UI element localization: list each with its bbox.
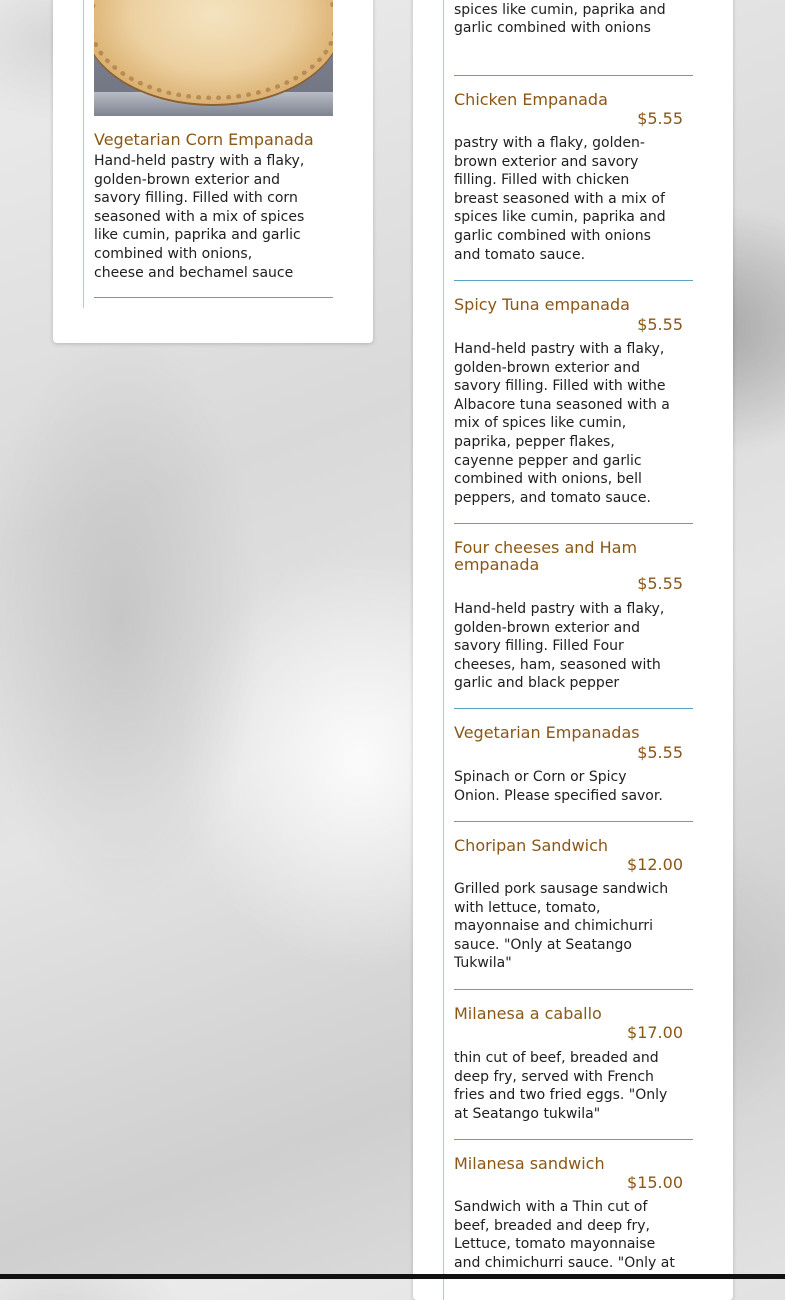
card-accent-line — [83, 0, 84, 308]
menu-item-description: Spinach or Corn or Spicy Onion. Please specified savor. — [454, 769, 663, 804]
bottom-edge-bar — [0, 1274, 785, 1279]
menu-item-separator — [454, 989, 693, 990]
empanada-photo — [94, 0, 333, 116]
menu-card-right — [413, 0, 733, 1300]
menu-item-separator — [454, 708, 693, 709]
menu-item-title: Four cheeses and Ham empanada — [454, 538, 638, 574]
menu-item-price: $17.00 — [627, 1023, 683, 1042]
menu-item-title: Chicken Empanada — [454, 90, 608, 109]
menu-item-price: $5.55 — [637, 315, 683, 334]
card-accent-line — [443, 0, 444, 1300]
menu-item-separator — [454, 821, 693, 822]
menu-item-price: $5.55 — [637, 574, 683, 593]
menu-item-title: Milanesa a caballo — [454, 1004, 602, 1023]
menu-item-description: spices like cumin, paprika and garlic combined with onions — [454, 1, 666, 37]
menu-item-description: Hand-held pastry with a flaky, golden-brown exterior and savory filling. Filled Four cheeses, ham, seasoned with garlic and black pepper — [454, 601, 665, 692]
menu-item-price: $15.00 — [627, 1173, 683, 1192]
menu-item-description: Sandwich with a Thin cut of beef, breaded and deep fry, Lettuce, tomato mayonnaise and chimichurri sauce. "Only at — [454, 1199, 675, 1271]
menu-item-description: Hand-held pastry with a flaky, golden-brown exterior and savory filling. Filled with withe Albacore tuna seasoned with a mix of spices like cumin, paprika, pepper flakes, cayenne pepper and garlic combined with onions, bell peppers, and tomato sauce. — [454, 341, 670, 506]
menu-item-price: $5.55 — [637, 743, 683, 762]
menu-item-separator — [454, 1139, 693, 1140]
menu-item-title: Milanesa sandwich — [454, 1154, 605, 1173]
menu-item-separator — [94, 297, 333, 298]
menu-item-title: Vegetarian Empanadas — [454, 723, 640, 742]
menu-item-description: pastry with a flaky, golden-brown exterior and savory filling. Filled with chicken breast seasoned with a mix of spices like cumin, paprika and garlic combined with onions and tomato sauce. — [454, 135, 666, 263]
menu-item-separator — [454, 280, 693, 281]
menu-card-left — [53, 0, 373, 343]
menu-item-separator — [454, 523, 693, 524]
menu-item-title: Vegetarian Corn Empanada — [94, 130, 314, 149]
menu-item-separator — [454, 75, 693, 76]
menu-item-title: Choripan Sandwich — [454, 836, 609, 855]
menu-item-title: Spicy Tuna empanada — [454, 295, 630, 314]
menu-item-price: $5.55 — [637, 109, 683, 128]
menu-item-description: Hand-held pastry with a flaky, golden-brown exterior and savory filling. Filled with corn seasoned with a mix of spices like cumin, paprika and garlic combined with onions, cheese and bechamel sauce — [94, 153, 305, 281]
menu-item-description: thin cut of beef, breaded and deep fry, served with French fries and two fried eggs. "Only at Seatango tukwila" — [454, 1050, 668, 1122]
menu-item-price: $12.00 — [627, 855, 683, 874]
menu-item-description: Grilled pork sausage sandwich with lettuce, tomato, mayonnaise and chimichurri sauce. "Only at Seatango Tukwila" — [454, 881, 669, 972]
